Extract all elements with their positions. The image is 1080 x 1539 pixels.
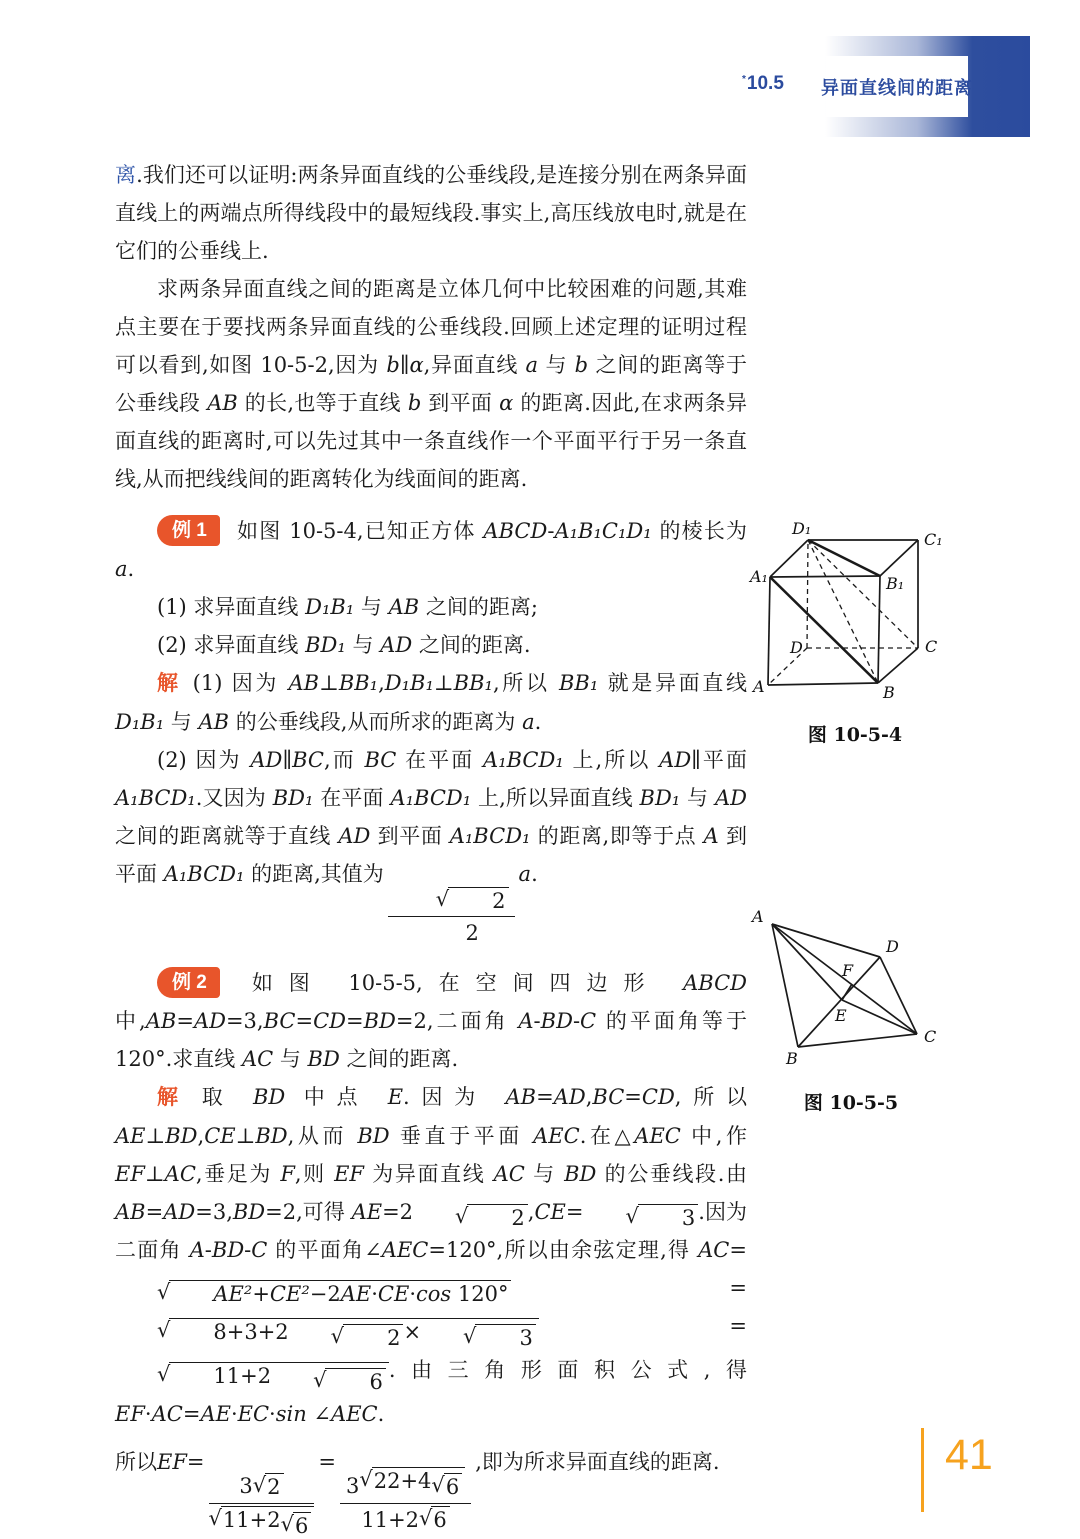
page-number-rule xyxy=(921,1428,924,1512)
svg-text:C: C xyxy=(924,1027,937,1046)
header-title-box xyxy=(821,56,973,117)
example-2-solution: 解 取 BD 中点 E.因为 AB=AD,BC=CD,所以 AE⊥BD,CE⊥BD,从而 BD 垂直于平面 AEC.在△AEC 中,作 EF⊥AC,垂足为 F,则 EF 为异面直线 AC 与 BD 的公垂线段.由 AB=AD=3,BD=2,可得 AE=2 √ 2 ,CE= √ 3 .因为二面角 A-BD-C 的平面角∠AEC=120°,所以由余弦定理,得 AC= √ AE²+CE²−2AE·CE·cos 120° = √ 8+3+2 √ 2 × √ 3 = √ 11+2 √ 6 .由三角形面积公式,得 EF·AC=AE·EC·sin ∠AEC. xyxy=(115,1084,747,1427)
example-1-solution-1: 解 (1) 因为 AB⊥BB₁,D₁B₁⊥BB₁,所以 BB₁ 就是异面直线 D₁B₁ 与 AB 的公垂线段,从而所求的距离为 a. xyxy=(115,671,747,734)
spatial-quadrilateral-diagram xyxy=(740,892,962,1076)
section-number xyxy=(742,73,784,95)
example-badge: 例 1 xyxy=(157,515,220,546)
svg-text:D: D xyxy=(790,638,803,657)
page-number: 41 xyxy=(945,1431,993,1479)
svg-text:D₁: D₁ xyxy=(792,519,812,538)
section-title: 异面直线间的距离 xyxy=(821,77,973,98)
svg-text:C: C xyxy=(925,637,938,656)
solution-label: 解 xyxy=(157,1085,190,1109)
example-badge: 例 2 xyxy=(157,967,220,998)
section-star: * xyxy=(742,74,746,85)
svg-text:A: A xyxy=(753,677,765,696)
svg-text:D: D xyxy=(886,937,899,956)
figure-10-5-5 xyxy=(740,892,962,1115)
header-band xyxy=(821,36,1030,137)
fig-10-5-4-svg xyxy=(750,508,960,708)
svg-text:B: B xyxy=(883,683,895,702)
figure-10-5-4 xyxy=(750,508,960,747)
solution-label: 解 xyxy=(157,672,181,695)
svg-text:F: F xyxy=(842,961,854,980)
svg-text:A₁: A₁ xyxy=(750,567,768,586)
example-2-intro: 例 2 如图 10-5-5,在空间四边形 ABCD 中,AB=AD=3,BC=CD=BD=2,二面角 A-BD-C 的平面角等于 120°.求直线 AC 与 BD 之间的距离. xyxy=(115,964,747,1078)
example-1-q1: (1) 求异面直线 D₁B₁ 与 AB 之间的距离; xyxy=(157,595,538,619)
svg-text:A: A xyxy=(752,907,764,926)
figure-10-5-5-caption: 图 10-5-5 xyxy=(803,1092,899,1114)
para-intro-2: 求两条异面直线之间的距离是立体几何中比较困难的问题,其难点主要在于要找两条异面直线的公垂线段.回顾上述定理的证明过程可以看到,如图 10-5-2,因为 b∥α,异面直线 a 与 b 之间的距离等于公垂线段 AB 的长,也等于直线 b 到平面 α 的距离.因此,在求两条异面直线的距离时,可以先过其中一条直线作一个平面平行于另一条直线,从而把线线间的距离转化为线面间的距离. xyxy=(115,277,747,491)
section-number-text: 10.5 xyxy=(746,73,784,94)
example-1-q2: (2) 求异面直线 BD₁ 与 AD 之间的距离. xyxy=(157,633,531,657)
svg-text:C₁: C₁ xyxy=(924,530,943,549)
fig-10-5-5-svg xyxy=(740,892,962,1072)
svg-text:B: B xyxy=(786,1049,798,1068)
example-1-intro: 例 1 如图 10-5-4,已知正方体 ABCD-A₁B₁C₁D₁ 的棱长为 a. xyxy=(115,512,747,588)
svg-text:B₁: B₁ xyxy=(886,574,905,593)
main-text xyxy=(115,156,747,1539)
cube-diagram xyxy=(750,508,960,712)
para-intro-1: 离.我们还可以证明:两条异面直线的公垂线段,是连接分别在两条异面直线上的两端点所得线段中的最短线段.事实上,高压线放电时,就是在它们的公垂线上. xyxy=(115,163,747,263)
example-1-solution-2: (2) 因为 AD∥BC,而 BC 在平面 A₁BCD₁ 上,所以 AD∥平面 A₁BCD₁.又因为 BD₁ 在平面 A₁BCD₁ 上,所以异面直线 BD₁ 与 AD 之间的距离就等于直线 AD 到平面 A₁BCD₁ 的距离,即等于点 A 到平面 A₁BCD₁ 的距离,其值为 √ 2 2 a. xyxy=(115,748,747,946)
svg-text:E: E xyxy=(835,1006,847,1025)
example-2-conclusion: 所以EF= 3 √ 2 √ 11+2 √ 6 = 3 √ 22+4 √ 6 11+2 √ 6 ,即为所求异面直线的距离. xyxy=(115,1450,720,1538)
figure-10-5-4-caption: 图 10-5-4 xyxy=(807,724,903,746)
